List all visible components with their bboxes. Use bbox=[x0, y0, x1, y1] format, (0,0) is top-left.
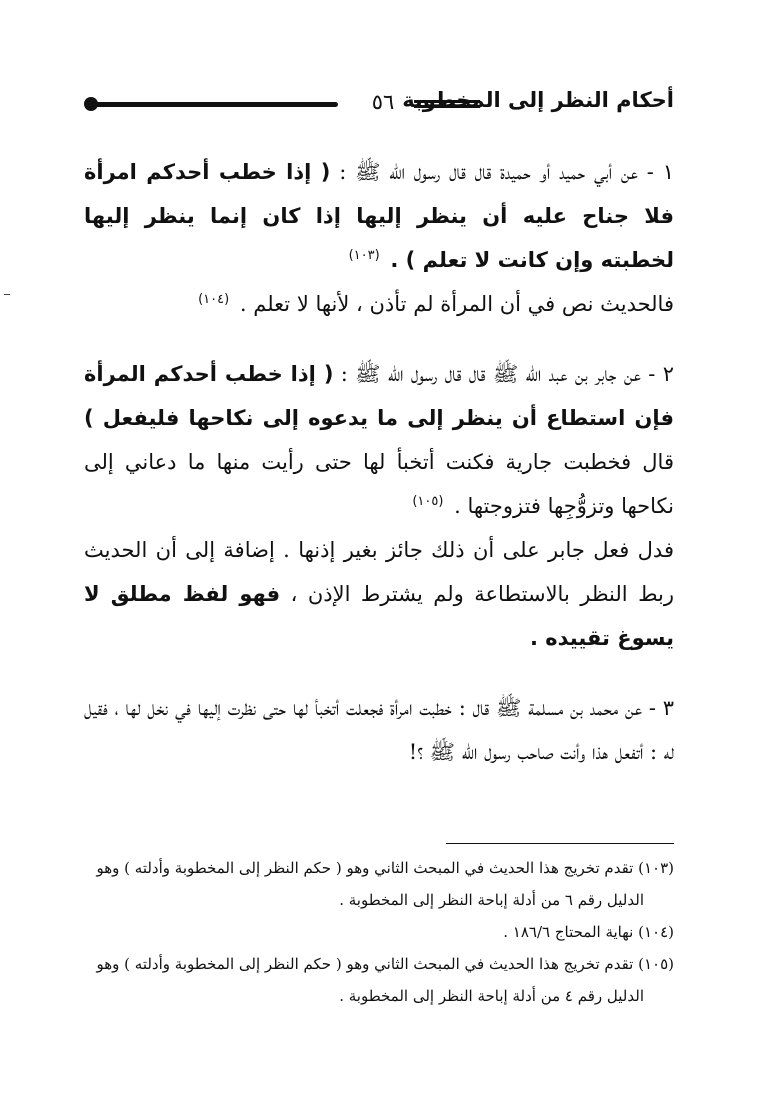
running-header bbox=[84, 88, 674, 122]
margin-mark bbox=[4, 294, 10, 295]
hadith-2-note-bold: فهو لفظ مطلق لا يسوغ تقييده . bbox=[84, 582, 674, 650]
footnote-103-continued: الدليل رقم ٦ من أدلة إباحة النظر إلى المخطوبة . bbox=[339, 891, 644, 909]
hadith-1-note-text: فالحديث نص في أن المرأة لم تأذن ، لأنها لا تعلم . bbox=[239, 292, 674, 316]
body-text bbox=[84, 150, 674, 774]
footnote-103: (١٠٣) تقدم تخريج هذا الحديث في المبحث الثاني وهو ( حكم النظر إلى المخطوبة وأدلته ) وهو bbox=[96, 859, 674, 877]
footnote-ref-105: (١٠٥) bbox=[412, 494, 444, 509]
paragraph-hadith-1-note bbox=[84, 282, 674, 326]
hadith-2-text: ( إذا خطب أحدكم المرأة فإن استطاع أن ينظر إلى ما يدعوه إلى نكاحها فليفعل ) bbox=[84, 362, 674, 430]
paragraph-hadith-3 bbox=[84, 686, 674, 774]
paragraph-hadith-2-note bbox=[84, 528, 674, 660]
header-title: أحكام النظر إلى المخطوبة bbox=[402, 88, 674, 112]
footnote-separator bbox=[446, 843, 674, 844]
hadith-2-rest: قال فخطبت جارية فكنت أتخبأ لها حتى رأيت منها ما دعاني إلى نكاحها وتزوُّجِها فتزوجتها . bbox=[84, 450, 674, 518]
paragraph-hadith-1 bbox=[84, 150, 674, 282]
hadith-2-intro: ٢ - عن جابر بن عبد الله ﷺ قال قال رسول الله ﷺ : bbox=[340, 362, 674, 386]
header-rule-left bbox=[92, 102, 338, 107]
footnote-ref-104: (١٠٤) bbox=[198, 292, 230, 307]
page-number: ٥٦ bbox=[371, 90, 395, 114]
footnote-105: (١٠٥) تقدم تخريج هذا الحديث في المبحث الثاني وهو ( حكم النظر إلى المخطوبة وأدلته ) وهو bbox=[96, 955, 674, 973]
hadith-1-text: ( إذا خطب أحدكم امرأة فلا جناح عليه أن ينظر إليها إذا كان إنما ينظر إليها لخطبته وإن كانت لا تعلم ) . bbox=[84, 160, 674, 272]
footnote-105-continued: الدليل رقم ٤ من أدلة إباحة النظر إلى المخطوبة . bbox=[339, 987, 644, 1005]
hadith-2-note-text: فدل فعل جابر على أن ذلك جائز بغير إذنها . إضافة إلى أن الحديث ربط النظر بالاستطاعة ولم يشترط الإذن ، bbox=[84, 538, 675, 606]
hadith-3-text: ٣ - عن محمد بن مسلمة ﷺ قال : خطبت امرأة فجعلت أتخبأ لها حتى نظرت إليها في نخل لها ، فقيل له : أتفعل هذا وأنت صاحب رسول الله ﷺ ؟! bbox=[84, 696, 674, 764]
footnote-104: (١٠٤) نهاية المحتاج ١٨٦/٦ . bbox=[503, 923, 674, 941]
footnotes bbox=[84, 852, 674, 1012]
footnote-ref-103: (١٠٣) bbox=[348, 248, 380, 263]
hadith-1-intro: ١ - عن أبي حميد أو حميدة قال قال رسول الله ﷺ : bbox=[339, 160, 674, 184]
paragraph-hadith-2 bbox=[84, 352, 674, 528]
